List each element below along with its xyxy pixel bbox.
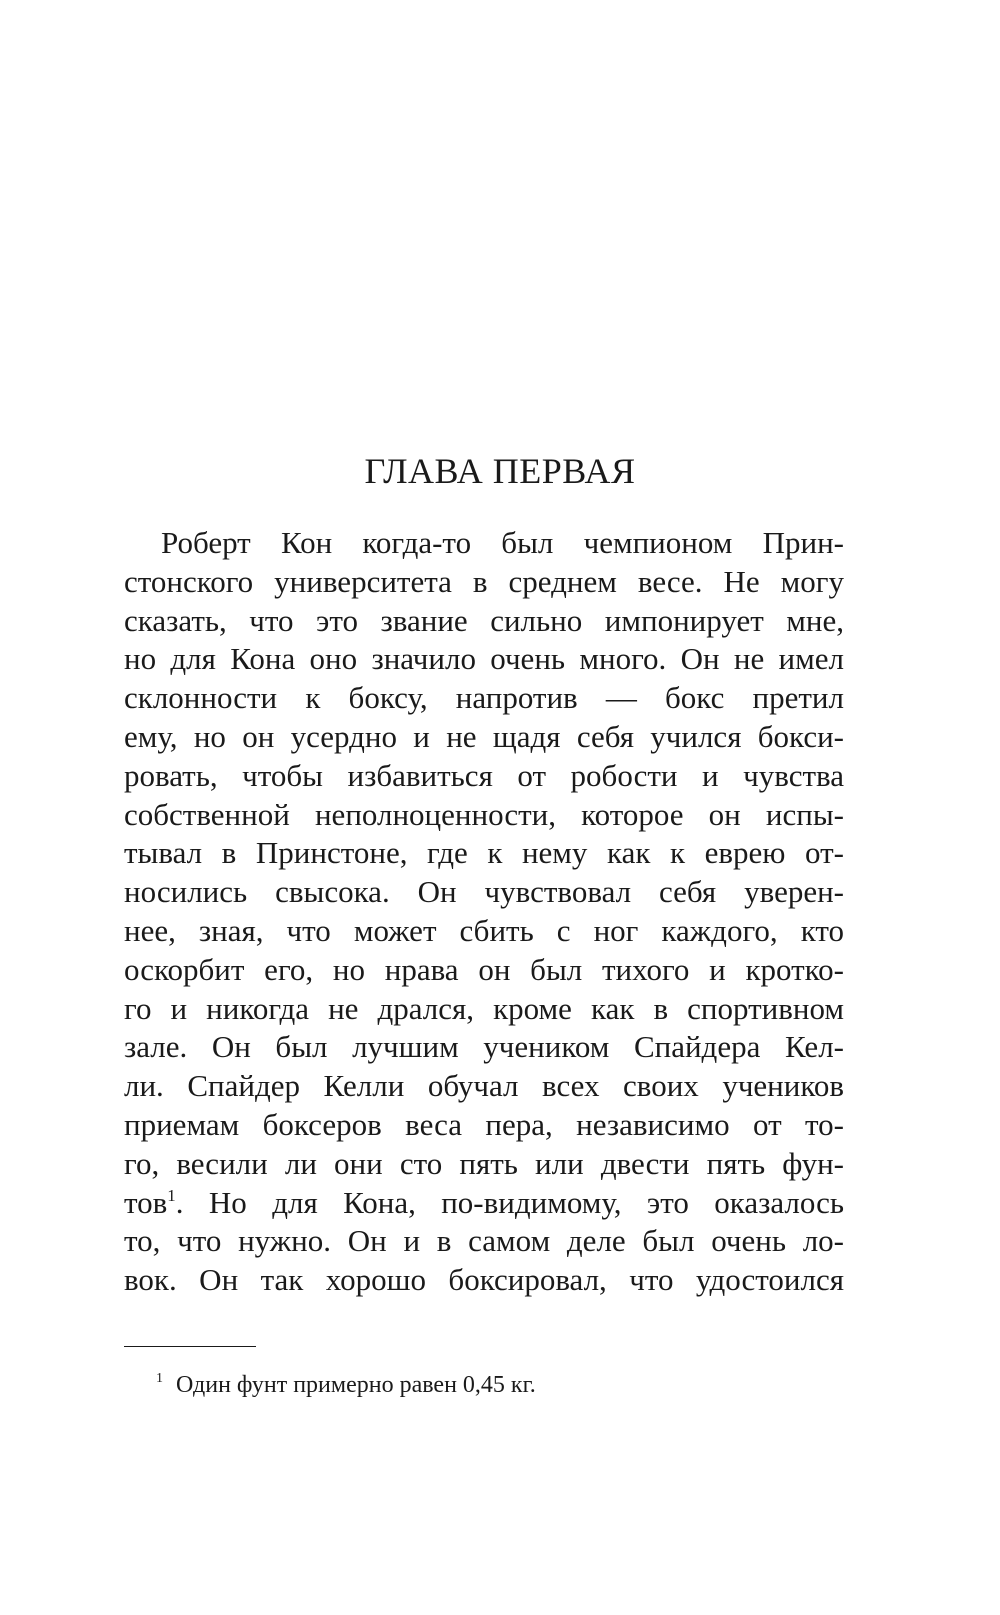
footnote [156, 1370, 536, 1400]
text-line: сказать, что это звание сильно импонирует мне, [124, 602, 844, 638]
text-line: вок. Он так хорошо боксировал, что удостоился [124, 1262, 844, 1298]
text-line: го и никогда не дрался, кроме как в спортивном [124, 990, 844, 1026]
text-line: оскорбит его, но нрава он был тихого и кротко- [124, 951, 844, 987]
text-line: тывал в Принстоне, где к нему как к еврею от- [124, 835, 844, 871]
text-line: го, весили ли они сто пять или двести пять фун- [124, 1145, 844, 1181]
text-line: собственной неполноценности, которое он испы- [124, 796, 844, 832]
footnote-text: Один фунт примерно равен 0,45 кг. [176, 1372, 536, 1398]
text-line: склонности к боксу, напротив — бокс претил [124, 680, 844, 716]
text-fragment: . Но для Кона, по-видимому, это оказалось [175, 1184, 844, 1220]
body-text [124, 524, 844, 1300]
text-fragment: тов [124, 1184, 168, 1220]
text-line: Роберт Кон когда-то был чемпионом Прин- [161, 525, 844, 560]
text-line: стонского университета в среднем весе. Не могу [124, 563, 844, 599]
text-line: приемам боксеров веса пера, независимо от то- [124, 1106, 844, 1142]
text-line: но для Кона оно значило очень много. Он не имел [124, 641, 844, 677]
text-line: ему, но он усердно и не щадя себя учился бокси- [124, 718, 844, 754]
text-line: ровать, чтобы избавиться от робости и чувства [124, 757, 844, 793]
text-line: нее, зная, что может сбить с ног каждого, кто [124, 912, 844, 948]
footnote-divider [124, 1346, 256, 1347]
footnote-reference: 1 [167, 1185, 176, 1205]
footnote-marker: 1 [156, 1371, 163, 1386]
chapter-title: ГЛАВА ПЕРВАЯ [364, 451, 636, 491]
text-line: носились свысока. Он чувствовал себя уверен- [124, 874, 844, 910]
text-line: ли. Спайдер Келли обучал всех своих учеников [124, 1068, 844, 1104]
text-line-with-footnote-ref [124, 1184, 844, 1223]
text-line: зале. Он был лучшим учеником Спайдера Кел- [124, 1029, 844, 1065]
text-line: то, что нужно. Он и в самом деле был очень ло- [124, 1223, 844, 1259]
